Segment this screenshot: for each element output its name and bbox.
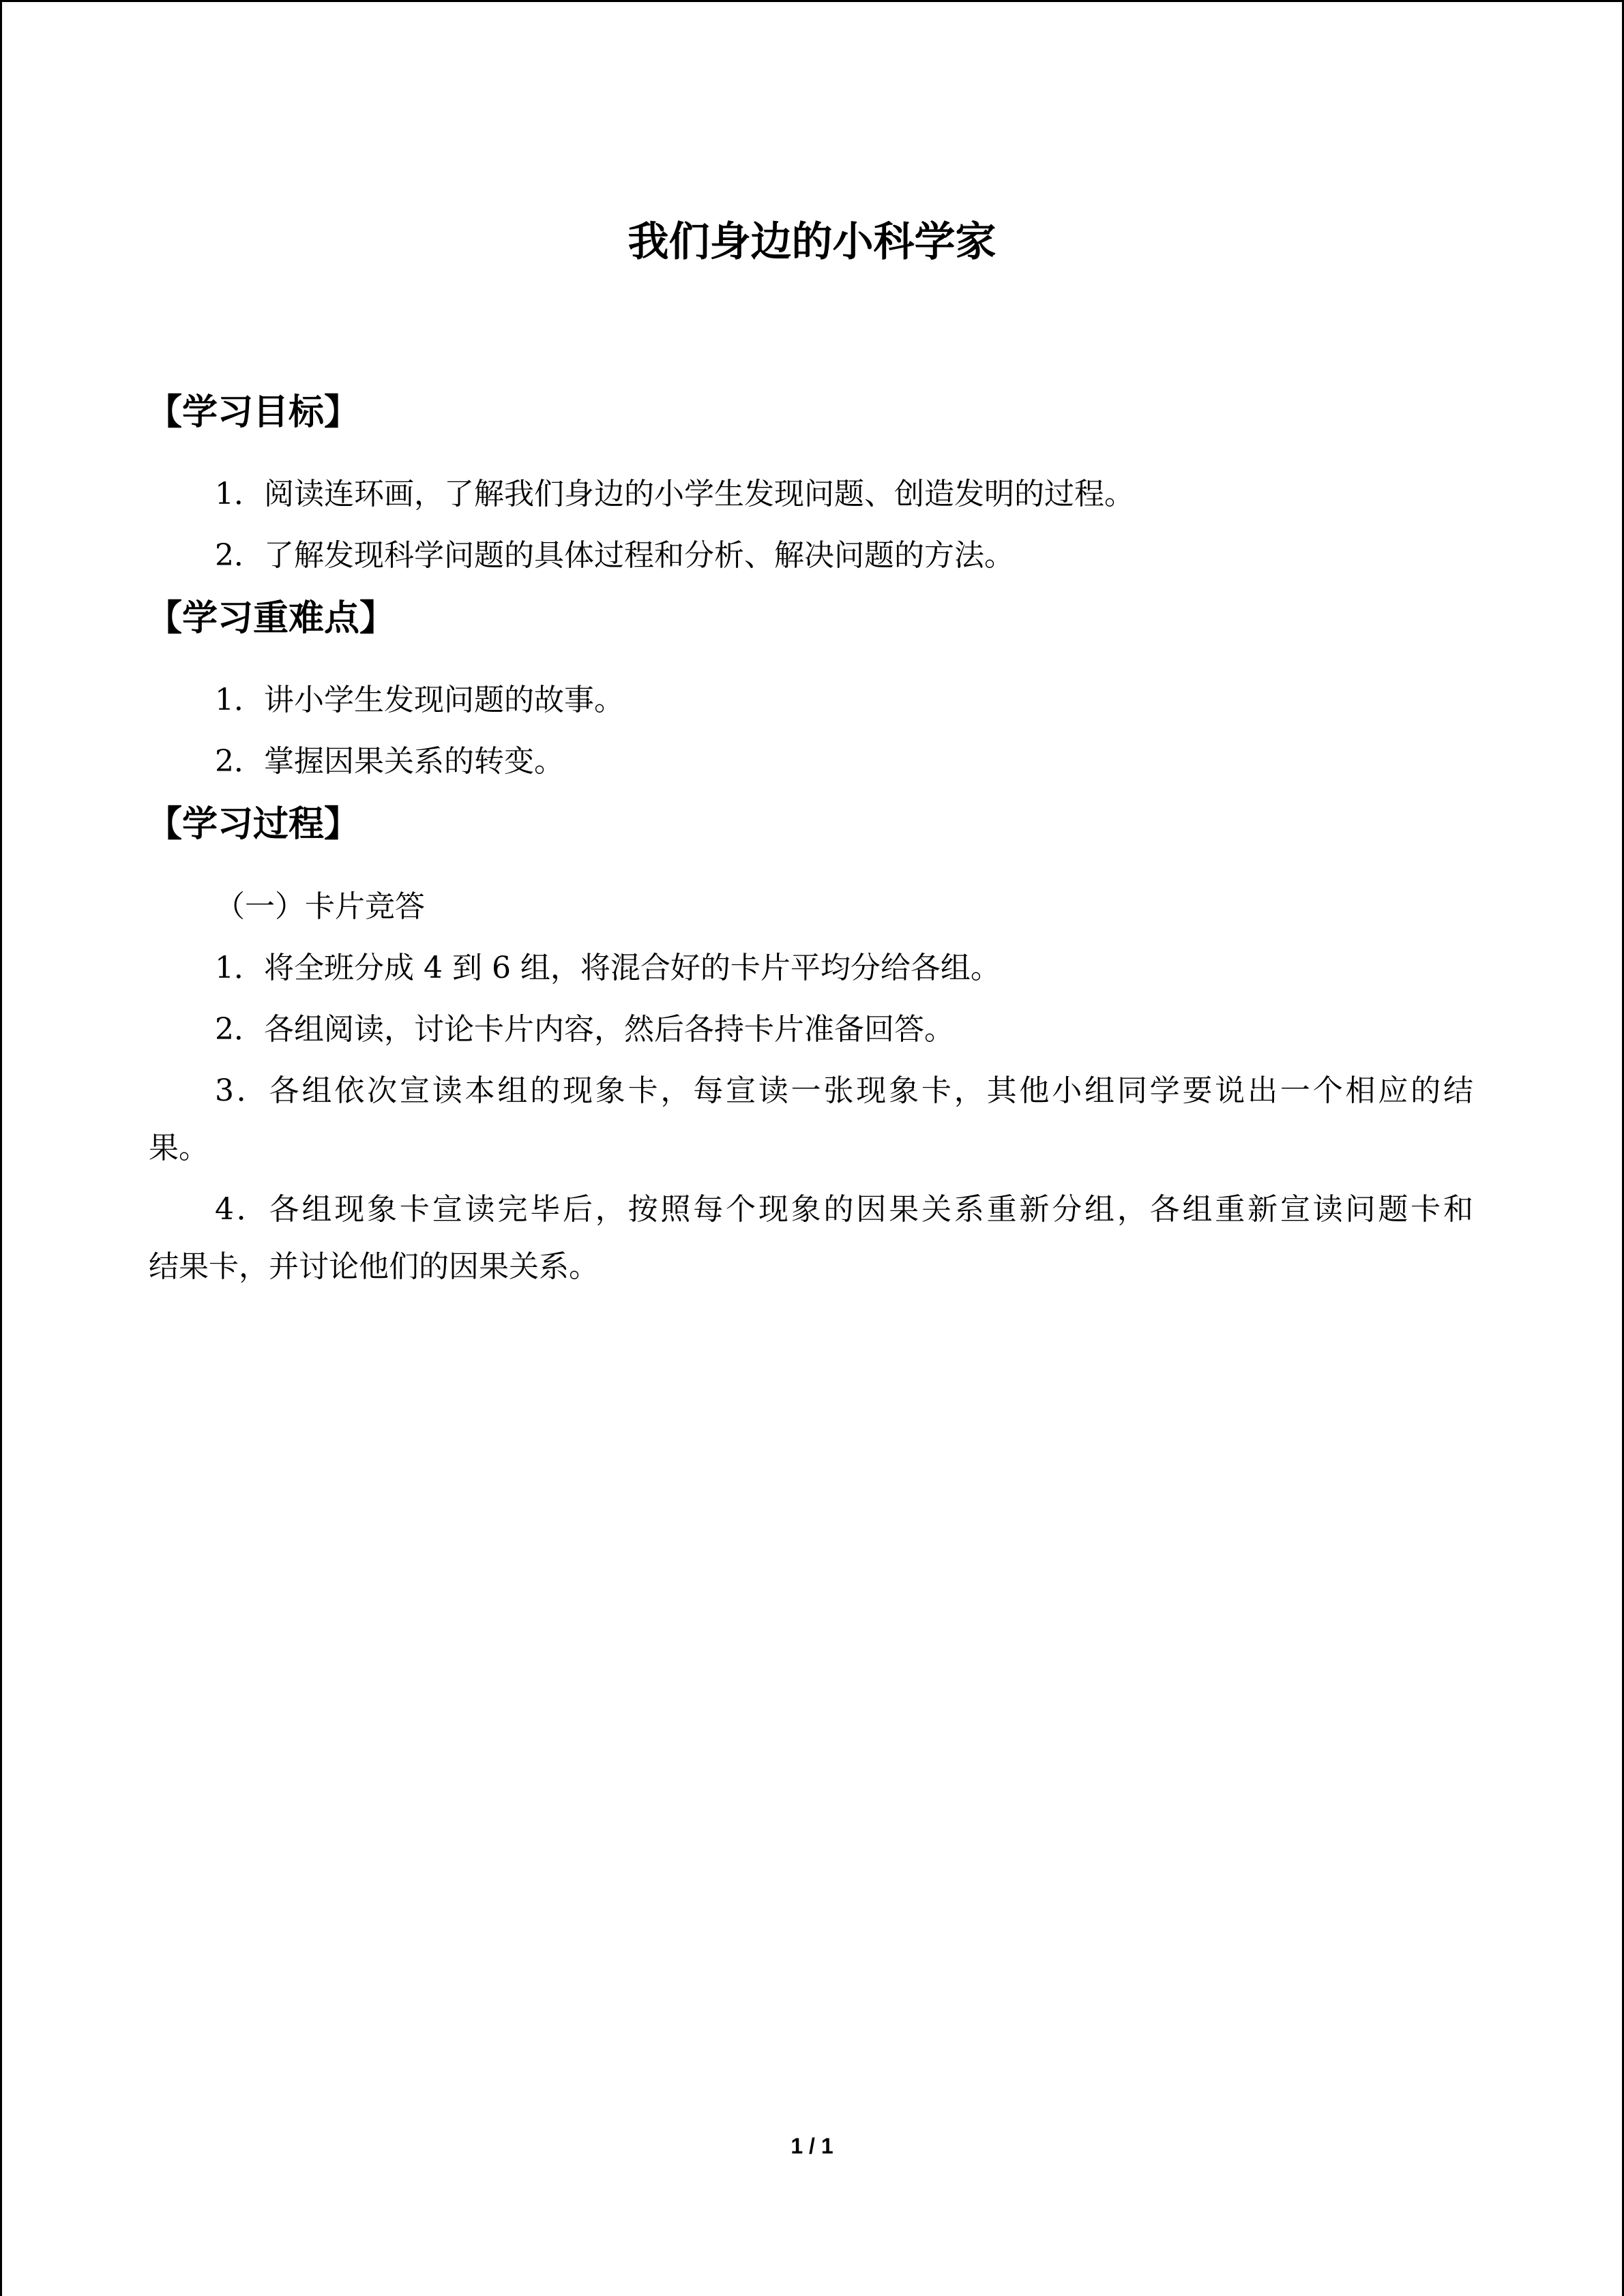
section-heading-process: 【学习过程】 (147, 804, 360, 845)
process-item-2: 2．各组阅读，讨论卡片内容，然后各持卡片准备回答。 (215, 1012, 954, 1047)
key-point-item-1: 1．讲小学生发现问题的故事。 (215, 683, 624, 717)
document-title: 我们身边的小科学家 (628, 218, 996, 266)
process-item-3-line-2: 果。 (149, 1131, 209, 1165)
section-heading-key-points: 【学习重难点】 (147, 598, 396, 639)
key-point-item-2: 2．掌握因果关系的转变。 (215, 744, 564, 779)
page-number: 1 / 1 (791, 2134, 833, 2158)
process-item-4-line-2: 结果卡，并讨论他们的因果关系。 (149, 1249, 599, 1284)
objective-item-2: 2．了解发现科学问题的具体过程和分析、解决问题的方法。 (215, 538, 1014, 573)
process-item-3-line-1: 3．各组依次宣读本组的现象卡，每宣读一张现象卡，其他小组同学要说出一个相应的结 (215, 1073, 1473, 1108)
process-item-4-line-1: 4．各组现象卡宣读完毕后，按照每个现象的因果关系重新分组，各组重新宣读问题卡和 (215, 1192, 1473, 1227)
section-heading-objectives: 【学习目标】 (147, 392, 360, 433)
objective-item-1: 1．阅读连环画，了解我们身边的小学生发现问题、创造发明的过程。 (215, 477, 1134, 511)
process-item-1: 1．将全班分成 4 到 6 组，将混合好的卡片平均分给各组。 (215, 951, 1001, 985)
process-subheading: （一）卡片竞答 (215, 889, 425, 924)
